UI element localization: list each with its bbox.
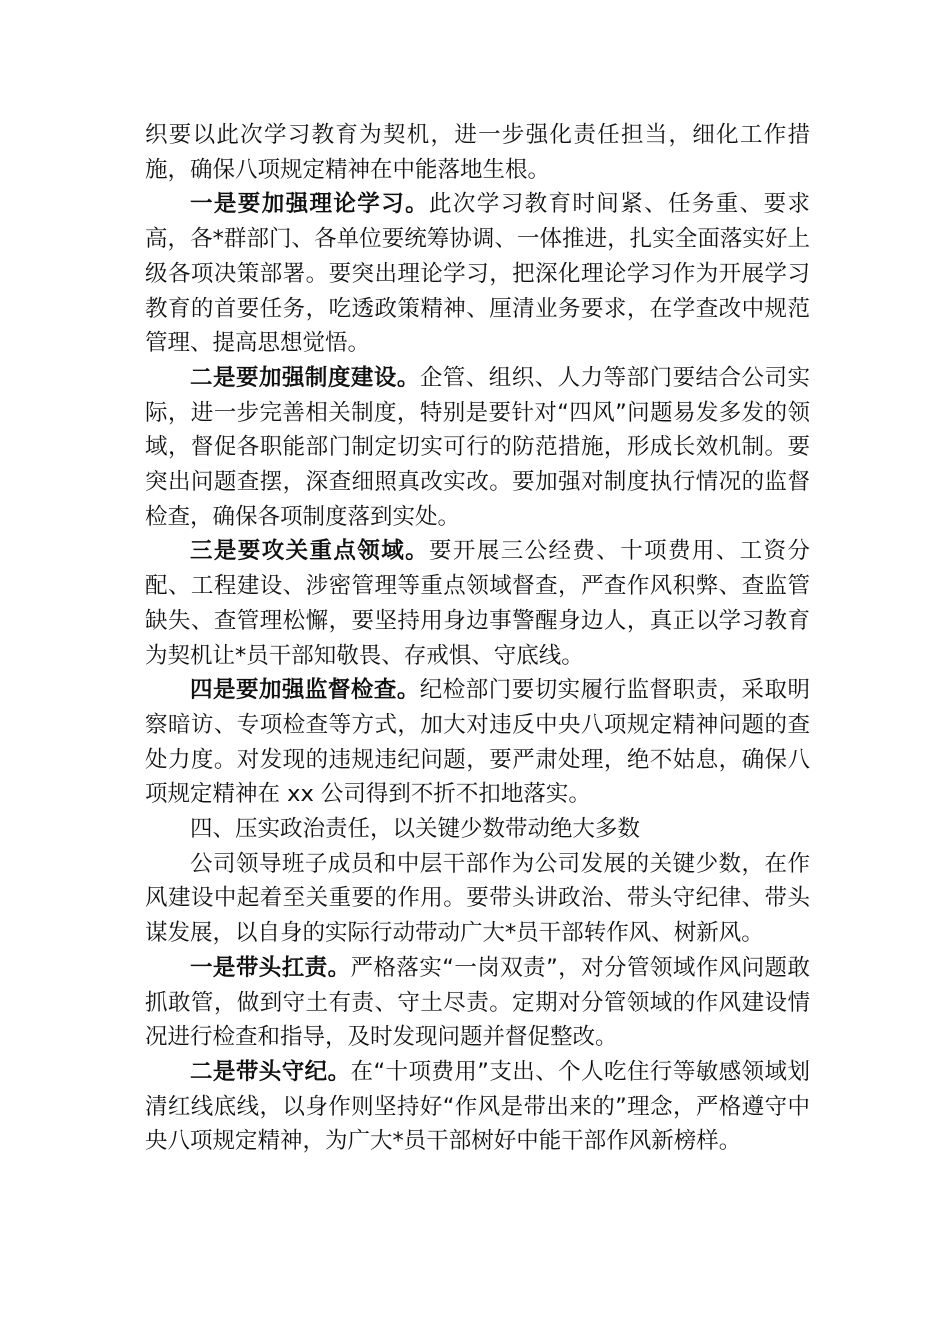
paragraph-text: 此次学习教育时间紧、任务重、要求高，各*群部门、各单位要统筹协调、一体推进，扎实全面落实好上级各项决策部署。要突出理论学习，把深化理论学习作为开展学习教育的首要任务，吃透政策精神、厘清业务要求，在学查改中规范管理、提高思想觉悟。: [145, 191, 810, 357]
section-heading-text: 四、压实政治责任，以关键少数带动绝大多数: [190, 816, 641, 843]
paragraph-text: 严格落实“一岗双责”，对分管领域作风问题敢抓敢管，做到守土有责、守土尽责。定期对分管领域的作风建设情况进行检查和指导，及时发现问题并督促整改。: [145, 954, 810, 1051]
paragraph-lead: 一是要加强理论学习。: [190, 191, 429, 218]
paragraph-key-minority: [145, 847, 810, 951]
paragraph-lead: 二是要加强制度建设。: [190, 364, 420, 391]
paragraph-continuation: [145, 118, 810, 187]
paragraph-text: 纪检部门要切实履行监督职责，采取明察暗访、专项检查等方式，加大对违反中央八项规定精神问题的查处力度。对发现的违规违纪问题，要严肃处理，绝不姑息，确保八项规定精神在 xx 公司得到不折不扣地落实。: [145, 677, 810, 808]
section-heading: [145, 812, 810, 847]
paragraph-text: 要开展三公经费、十项费用、工资分配、工程建设、涉密管理等重点领域督查，严查作风积弊、查监管缺失、查管理松懈，要坚持用身边事警醒身边人，真正以学习教育为契机让*员干部知敬畏、存戒惧、守底线。: [145, 538, 810, 669]
paragraph-lead: 二是带头守纪。: [190, 1058, 351, 1085]
paragraph-lead: 一是带头扛责。: [190, 954, 351, 981]
paragraph-text: 在“十项费用”支出、个人吃住行等敏感领域划清红线底线，以身作则坚持好“作风是带出来的”理念，严格遵守中央八项规定精神，为广大*员干部树好中能干部作风新榜样。: [145, 1058, 810, 1155]
paragraph-system-building: [145, 361, 810, 535]
paragraph-key-areas: [145, 534, 810, 673]
paragraph-text: 公司领导班子成员和中层干部作为公司发展的关键少数，在作风建设中起着至关重要的作用。要带头讲政治、带头守纪律、带头谋发展，以自身的实际行动带动广大*员干部转作风、树新风。: [145, 850, 810, 947]
paragraph-take-responsibility: [145, 951, 810, 1055]
document-body: [145, 118, 810, 1159]
paragraph-supervision: [145, 673, 810, 812]
paragraph-lead: 四是要加强监督检查。: [190, 677, 420, 704]
paragraph-theory-study: [145, 187, 810, 361]
paragraph-text: 企管、组织、人力等部门要结合公司实际，进一步完善相关制度，特别是要针对“四风”问题易发多发的领域，督促各职能部门制定切实可行的防范措施，形成长效机制。要突出问题查摆，深查细照真改实改。要加强对制度执行情况的监督检查，确保各项制度落到实处。: [145, 364, 810, 530]
paragraph-text: 织要以此次学习教育为契机，进一步强化责任担当，细化工作措施，确保八项规定精神在中能落地生根。: [145, 122, 810, 183]
paragraph-lead: 三是要攻关重点领域。: [190, 538, 429, 565]
paragraph-discipline: [145, 1055, 810, 1159]
